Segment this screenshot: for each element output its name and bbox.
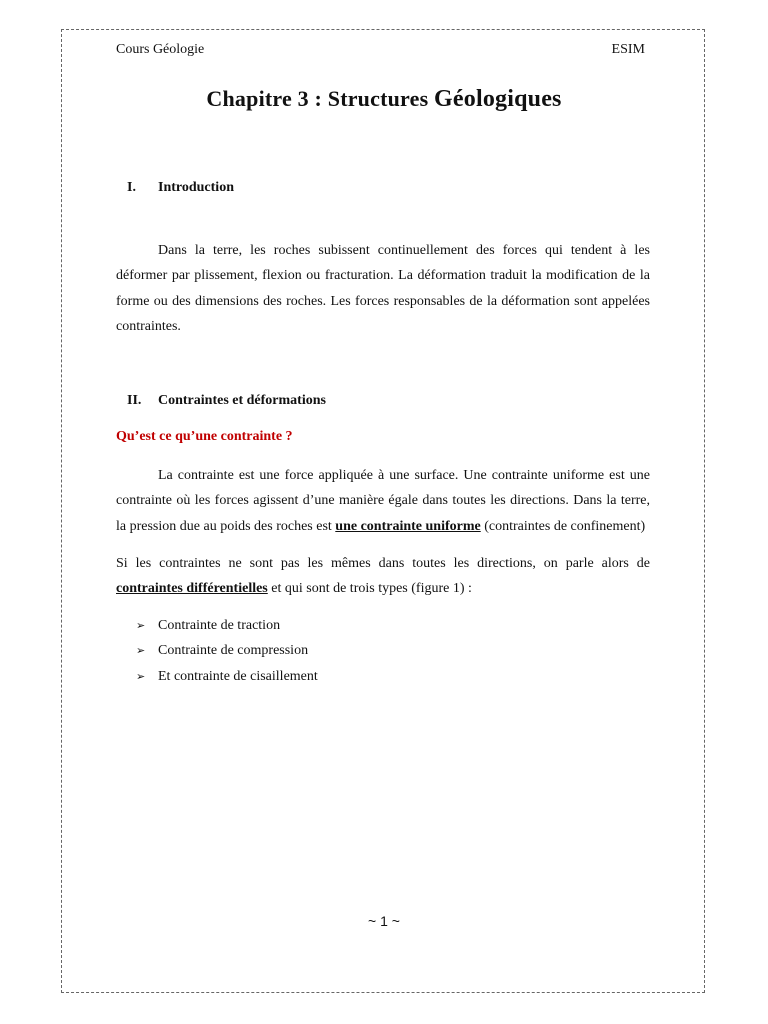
question-heading: Qu’est ce qu’une contrainte ? — [116, 429, 293, 444]
intro-paragraph: Dans la terre, les roches subissent continuellement des forces qui tendent à les déformer par plissement, flexion ou fracturation. La déformation traduit la modification de la forme ou des dimensions des roches. Les forces responsables de la déformation sont appelées contraintes. — [116, 243, 650, 334]
list-item — [136, 667, 318, 692]
section-number: I. — [127, 180, 136, 195]
arrow-bullet-icon: ➢ — [136, 669, 146, 683]
paragraph-text: et qui sont de trois types (figure 1) : — [267, 581, 472, 597]
stress-types-list — [136, 616, 318, 692]
section-title: Introduction — [158, 180, 234, 195]
contrainte-paragraph — [116, 463, 650, 539]
arrow-bullet-icon: ➢ — [136, 619, 146, 632]
section-number: II. — [127, 393, 142, 408]
header-institution: ESIM — [611, 42, 645, 57]
emphasis-uniform-stress: une contrainte uniforme — [335, 518, 481, 534]
list-item-label: Et contrainte de cisaillement — [158, 668, 318, 684]
arrow-bullet-icon: ➢ — [136, 644, 146, 658]
paragraph-text: Si les contraintes ne sont pas les mêmes dans toutes les directions, on parle alors de — [116, 556, 650, 571]
section-heading-introduction — [127, 180, 234, 196]
paragraph-text: (contraintes de confinement) — [480, 518, 646, 534]
section-heading-contraintes — [127, 393, 326, 409]
page-title — [0, 86, 768, 113]
emphasis-differential-stress: contraintes différentielles — [116, 581, 268, 597]
title-subject: Géologiques — [434, 86, 562, 112]
header-course-name: Cours Géologie — [116, 42, 205, 57]
page-number: ~ 1 ~ — [368, 913, 400, 929]
title-chapter: Chapitre 3 : Structures — [206, 86, 435, 111]
list-item — [136, 641, 318, 666]
list-item-label: Contrainte de traction — [158, 618, 281, 633]
list-item-label: Contrainte de compression — [158, 643, 309, 659]
section-title: Contraintes et déformations — [158, 393, 326, 408]
list-item — [136, 616, 318, 641]
differential-paragraph — [116, 551, 650, 602]
paragraph-text: La contrainte est une force appliquée à une surface. Une contrainte uniforme est une contrainte où les forces agissent d’une manière égale dans toutes les directions. Dans la terre, la pression due au poids des roches est — [116, 468, 650, 534]
